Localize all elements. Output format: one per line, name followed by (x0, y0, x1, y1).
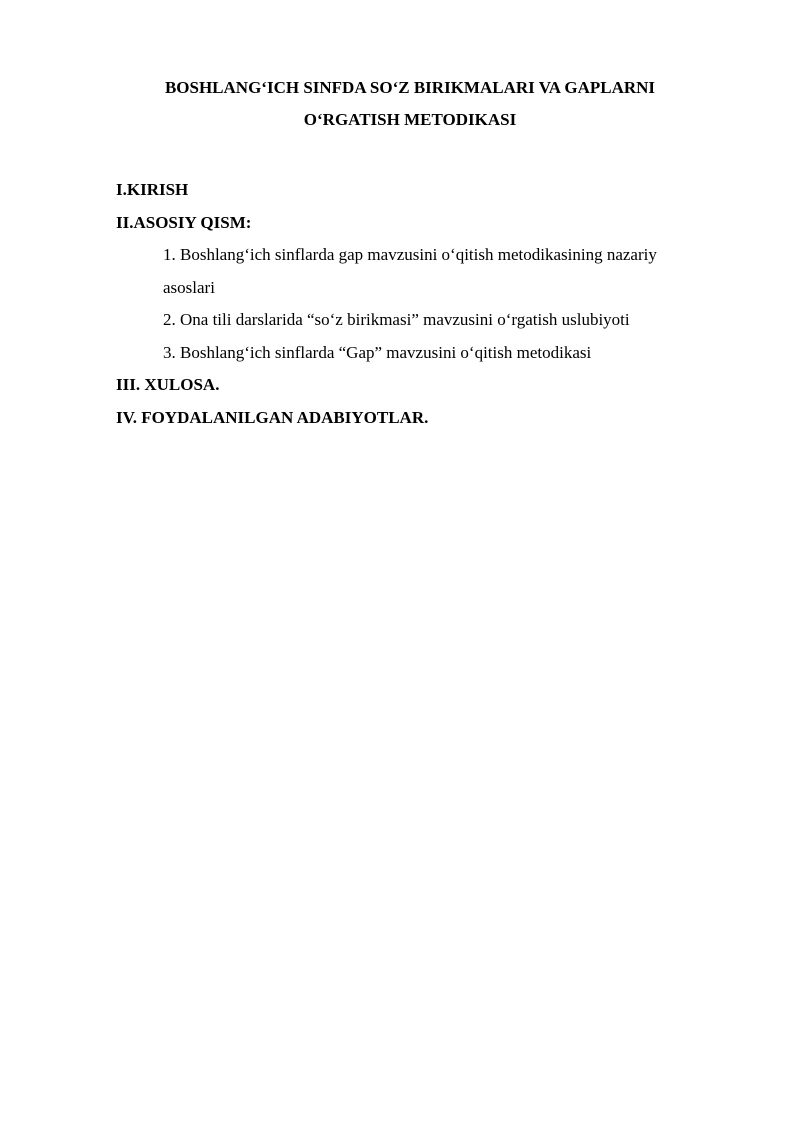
toc-sub-item-3: 3. Boshlang‘ich sinflarda “Gap” mavzusini o‘qitish metodikasi (163, 342, 592, 362)
toc-intro: I.KIRISH (116, 180, 189, 199)
toc-references: IV. FOYDALANILGAN ADABIYOTLAR. (116, 407, 429, 427)
toc-sub-item-2: 2. Ona tili darslarida “so‘z birikmasi” mavzusini o‘rgatish uslubiyoti (163, 310, 630, 329)
toc-sub-item-1-continued: asoslari (163, 277, 215, 297)
document-title-line-2: O‘RGATISH METODIKASI (303, 110, 517, 129)
toc-main-section: II.ASOSIY QISM: (116, 212, 252, 232)
table-of-contents (116, 174, 736, 434)
toc-conclusion: III. XULOSA. (116, 375, 220, 394)
document-title-line-1: BOSHLANG‘ICH SINFDA SO‘Z BIRIKMALARI VA GAPLARNI (164, 78, 656, 97)
toc-sub-item-1: 1. Boshlang‘ich sinflarda gap mavzusini o‘qitish metodikasining nazariy (163, 245, 657, 264)
